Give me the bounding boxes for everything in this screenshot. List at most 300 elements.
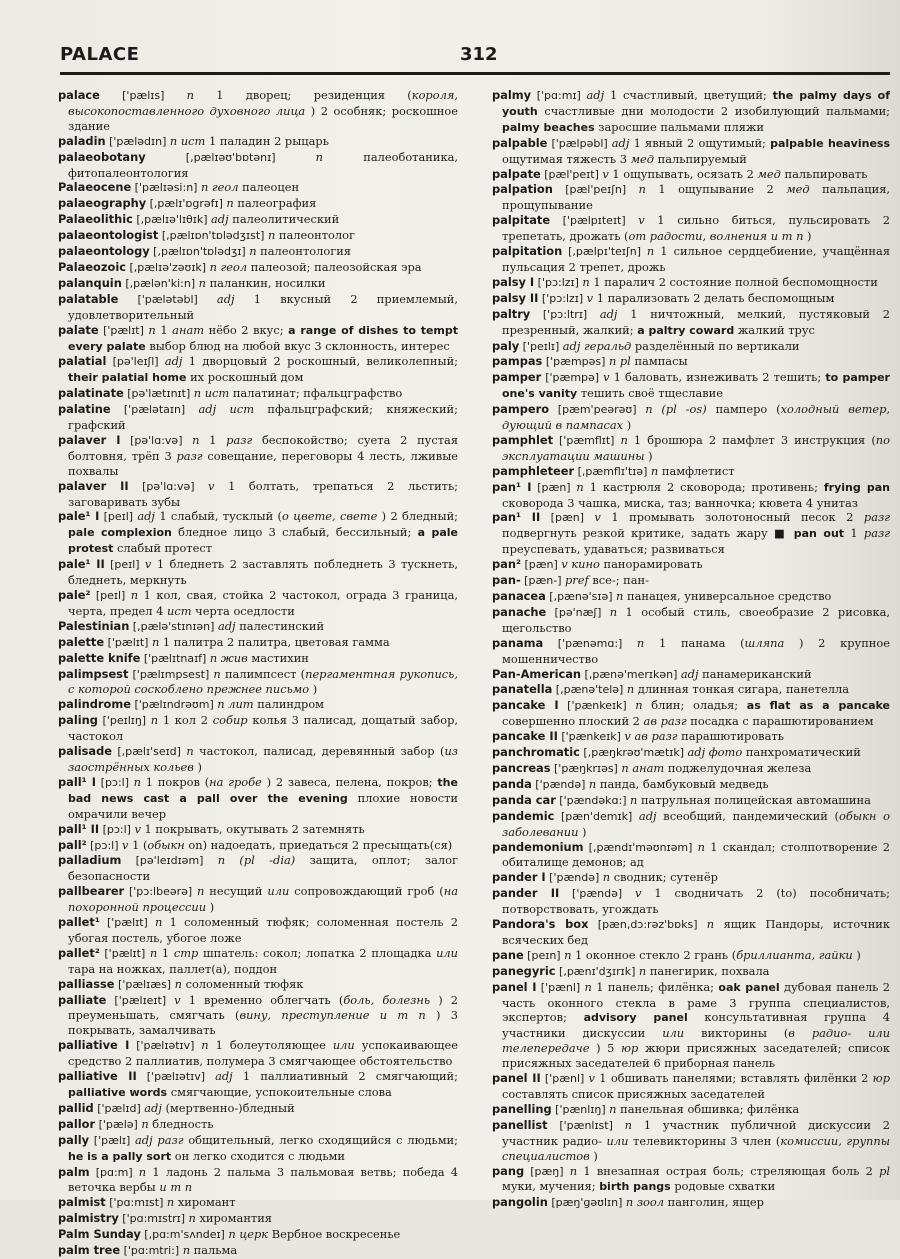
page-number: 312 xyxy=(460,44,498,65)
dictionary-entry xyxy=(58,884,458,915)
definition-text: ) xyxy=(626,418,632,433)
grammar-label: n xyxy=(626,682,635,697)
headword: pall¹ I xyxy=(58,774,96,789)
definition-text: 1 промывать золотоносный песок 2 xyxy=(611,510,864,525)
grammar-label: n xyxy=(267,228,276,243)
grammar-label: adj xyxy=(680,666,699,681)
definition-text: панда, бамбуковый медведь xyxy=(599,776,769,791)
definition-text: хиромант xyxy=(177,1195,236,1210)
grammar-label: v xyxy=(638,213,645,228)
headword: pang xyxy=(492,1163,525,1178)
definition-text: защита, оплот; залог безопасности xyxy=(68,853,458,884)
definition-text: сопровождающий гроб ( xyxy=(294,884,444,899)
dictionary-entry xyxy=(58,212,458,228)
definition-text: 1 палитра 2 палитра, цветовая гамма xyxy=(162,634,390,649)
dictionary-entry xyxy=(58,635,458,651)
grammar-label: v xyxy=(602,166,609,181)
definition-text: 1 покрывать, окутывать 2 затемнять xyxy=(144,821,365,836)
headword: palliate xyxy=(58,992,107,1007)
definition-text: парашютировать xyxy=(681,729,784,744)
transcription: ['pælɪt] xyxy=(104,635,152,649)
headword: Palm Sunday xyxy=(58,1227,141,1242)
dictionary-entry xyxy=(58,557,458,588)
transcription: ['pælətaɪn] xyxy=(110,403,199,417)
definition-text: палеоцен xyxy=(242,180,300,195)
definition-text: совершенно плоский 2 xyxy=(502,714,644,729)
example-phrase: to pamper one's vanity xyxy=(502,371,890,401)
dictionary-entry xyxy=(58,1038,458,1069)
transcription: ['pælɪtnaɪf] xyxy=(140,651,210,665)
transcription: [pɔ:l] xyxy=(96,775,134,789)
grammar-label: n xyxy=(582,274,590,289)
transcription: [pæn,dɔ:rəz'bɒks] xyxy=(588,918,707,932)
transcription: [,pælə'stɪnɪən] xyxy=(129,619,218,633)
definition-text: ) xyxy=(582,824,587,839)
definition-text: 1 паллиативный 2 смягчающий; xyxy=(242,1069,458,1084)
example-phrase: a pale protest xyxy=(68,526,458,556)
definition-text: беспокойство; суета 2 пустая болтовня, трёп 3 xyxy=(68,432,459,463)
dictionary-entry xyxy=(492,370,890,402)
transcription: [pɔ:l] xyxy=(86,838,123,852)
grammar-label: adj xyxy=(216,291,235,306)
transcription: ['pænlɪŋ] xyxy=(551,1102,610,1116)
definition-text: 1 панель; филёнка; xyxy=(596,979,719,994)
headword: pancake II xyxy=(492,729,558,744)
transcription: [peɪn] xyxy=(523,948,565,962)
definition-text: панегирик, похвала xyxy=(649,963,770,978)
headword: palliative II xyxy=(58,1069,137,1084)
headword: palate xyxy=(58,322,99,337)
headword: pancake I xyxy=(492,698,559,713)
dictionary-entry xyxy=(58,1211,458,1227)
transcription: ['pælɪs] xyxy=(99,89,187,102)
definition-text: консультативная группа 4 участники дискуссии xyxy=(502,1010,890,1041)
grammar-label: обыкн xyxy=(147,837,185,852)
headword: panelling xyxy=(492,1101,552,1116)
grammar-label: n xyxy=(576,479,584,494)
headword: Palaeozoic xyxy=(58,259,126,274)
running-head-word: PALACE xyxy=(60,44,140,65)
definition-text: совещание, переговоры 4 лесть, лживые похвалы xyxy=(68,448,458,478)
dictionary-entry xyxy=(58,651,458,667)
transcription: [,pælɪ'ɒgrəfɪ] xyxy=(146,197,227,211)
grammar-label: n xyxy=(151,634,160,649)
grammar-label: n жив xyxy=(209,650,248,665)
grammar-label: о цвете, свете xyxy=(281,509,378,524)
transcription: ['pɔ:lbeərə] xyxy=(124,885,197,899)
transcription: [peɪl] xyxy=(90,589,131,602)
definition-text: 1 дворцовый 2 роскошный, великолепный; xyxy=(188,354,459,369)
grammar-label: adj фото xyxy=(687,745,743,760)
grammar-label: ав разг xyxy=(643,714,687,729)
definition-text: черта оседлости xyxy=(195,603,295,618)
definition-text: панамериканский xyxy=(702,666,812,681)
dictionary-entry xyxy=(58,479,458,510)
definition-text: общительный, легко сходящийся с людьми; xyxy=(188,1132,458,1147)
grammar-label: n xyxy=(609,604,618,619)
definition-text: 1 дворец; резиденция ( xyxy=(216,88,412,102)
grammar-label: от радости, волнения и т п xyxy=(628,229,804,244)
definition-text: паланкин, носилки xyxy=(209,275,326,290)
grammar-label: v xyxy=(588,1071,595,1086)
transcription: [pæn] xyxy=(531,480,577,494)
definition-text: палеография xyxy=(237,196,317,211)
definition-text: викторины ( xyxy=(701,1026,789,1041)
grammar-label: adj xyxy=(638,808,657,823)
transcription: ['pændə] xyxy=(559,887,635,901)
definition-text: ) xyxy=(807,229,812,244)
grammar-label: n xyxy=(182,1243,191,1258)
dictionary-entry xyxy=(492,761,890,777)
headword: pallor xyxy=(58,1116,96,1131)
headword: Pan-American xyxy=(492,666,582,681)
grammar-label: n xyxy=(249,244,257,259)
definition-text: ) xyxy=(197,759,202,774)
transcription: ['pɑ:mtri:] xyxy=(120,1244,183,1258)
headword: paling xyxy=(58,713,98,728)
definition-text: 1 болтать, трепаться 2 льстить; заговаривать зубы xyxy=(68,478,459,509)
grammar-label: n xyxy=(138,1164,147,1179)
grammar-label: или xyxy=(436,945,459,960)
headword: palladium xyxy=(58,853,122,868)
transcription: [pæn'demɪk] xyxy=(554,809,639,823)
transcription: [,pɑ:m'sʌndeɪ] xyxy=(140,1228,229,1242)
headword: panegyric xyxy=(492,963,556,978)
grammar-label: n xyxy=(588,776,597,791)
dictionary-entry xyxy=(58,1195,458,1211)
example-phrase: a range of dishes to tempt every palate xyxy=(68,323,459,353)
grammar-label: n xyxy=(148,322,156,337)
headword: Palestinian xyxy=(58,618,130,633)
headword: paltry xyxy=(492,306,531,321)
headword: palatine xyxy=(58,402,111,417)
definition-text: телевикторины 3 член ( xyxy=(633,1133,781,1148)
dictionary-entry xyxy=(58,150,458,181)
grammar-label: n ист xyxy=(193,386,230,401)
grammar-label: n xyxy=(609,1101,617,1116)
grammar-label: n xyxy=(315,149,323,164)
grammar-label: adj ист xyxy=(198,402,255,417)
dictionary-entry xyxy=(492,354,890,370)
dictionary-entry xyxy=(58,1243,458,1259)
dictionary-entry xyxy=(492,636,890,667)
headword: palpate xyxy=(492,166,541,181)
definition-text: посадка с парашютированием xyxy=(690,714,874,729)
grammar-label: n xyxy=(616,589,624,603)
headword: palmistry xyxy=(58,1211,119,1226)
definition-text: он легко сходится с людьми xyxy=(174,1148,345,1163)
grammar-label: n ист xyxy=(169,133,206,148)
definition-text: 1 кол 2 xyxy=(162,713,213,728)
grammar-label: разг xyxy=(863,510,890,525)
grammar-label: n xyxy=(154,915,163,930)
dictionary-entry xyxy=(492,777,890,793)
grammar-label: v xyxy=(174,992,181,1007)
dictionary-entry xyxy=(58,977,458,993)
dictionary-entry xyxy=(58,323,458,355)
definition-text: 1 панама ( xyxy=(658,635,745,650)
dictionary-entry xyxy=(492,433,890,464)
grammar-label: n xyxy=(188,1211,196,1226)
example-phrase: pale complexion xyxy=(68,526,172,540)
definition-text: смягчающие, успокоительные слова xyxy=(170,1085,392,1099)
example-phrase: advisory panel xyxy=(583,1011,688,1025)
grammar-label: на гробе xyxy=(209,774,262,789)
transcription: [,pæmflɪ'tɪə] xyxy=(574,464,651,478)
definition-text: 1 xyxy=(161,945,174,960)
transcription: ['pælɪd] xyxy=(93,1101,145,1115)
dictionary-entry xyxy=(492,964,890,980)
definition-text: 1 ( xyxy=(132,837,148,852)
definition-text: 1 слабый, тусклый ( xyxy=(159,509,282,524)
headword: pander II xyxy=(492,886,560,901)
definition-text: тара на ножках, паллет(а), поддон xyxy=(68,961,278,976)
grammar-label: adj xyxy=(217,618,236,633)
headword: palpable xyxy=(492,135,548,150)
dictionary-entry xyxy=(492,464,890,480)
grammar-label: n геол xyxy=(209,259,248,274)
dictionary-entry xyxy=(492,840,890,871)
definition-text: подвергнуть резкой критике, задать жару ■ xyxy=(502,526,794,541)
grammar-label: adj xyxy=(215,1069,233,1084)
dictionary-entry xyxy=(58,993,458,1039)
transcription: ['pɔ:lzɪ] xyxy=(538,291,587,305)
transcription: [pə'leɪdɪəm] xyxy=(121,854,218,868)
grammar-label: из заострённых кольев xyxy=(68,744,459,774)
transcription: [pə'lɑ:və] xyxy=(120,433,193,447)
definition-text: ) 2 особняк; роскошное здание xyxy=(68,103,459,133)
dictionary-entry xyxy=(492,809,890,840)
example-phrase: frying pan xyxy=(823,480,890,494)
dictionary-entry xyxy=(492,244,890,275)
definition-text: пальпировать xyxy=(784,166,868,181)
definition-text: 1 участник публичной дискуссии 2 участник радио- xyxy=(502,1117,891,1148)
dictionary-entry xyxy=(58,244,458,260)
definition-text: панорамировать xyxy=(603,557,703,572)
transcription: [,pælɪəʊ'bɒtənɪ] xyxy=(145,150,316,164)
headword: palaeontologist xyxy=(58,228,159,243)
headword: pallid xyxy=(58,1100,94,1115)
headword: palm tree xyxy=(58,1243,121,1258)
grammar-label: v xyxy=(134,821,141,836)
transcription: ['peɪlɪŋ] xyxy=(97,714,151,728)
grammar-label: n xyxy=(624,1117,632,1132)
definition-text: 1 паладин 2 рыцарь xyxy=(208,133,329,148)
definition-text: ) 2 завеса, пелена, покров; xyxy=(266,774,438,789)
headword: panacea xyxy=(492,589,546,603)
transcription: ['pænl] xyxy=(540,1072,589,1086)
transcription: ['pændə] xyxy=(545,871,603,885)
definition-text: ) xyxy=(312,682,318,697)
definition-text: панхроматический xyxy=(745,745,861,760)
transcription: ['pælɪmpsest] xyxy=(128,667,214,681)
grammar-label: стр xyxy=(173,945,199,960)
definition-text: несущий xyxy=(209,884,268,899)
grammar-label: v xyxy=(594,510,601,525)
definition-text: ) 2 крупное мошенничество xyxy=(502,635,890,666)
grammar-label: n анат xyxy=(621,760,665,775)
dictionary-entry xyxy=(492,980,890,1071)
definition-text: успокаивающее средство 2 паллиатив, полумера 3 смягчающее обстоятельство xyxy=(68,1038,458,1069)
transcription: [,pænə'telə] xyxy=(552,683,627,697)
dictionary-entry xyxy=(492,557,890,573)
grammar-label: или xyxy=(267,884,290,899)
headword: pamphlet xyxy=(492,432,554,447)
dictionary-entry xyxy=(58,1069,458,1101)
headword: pane xyxy=(492,947,524,962)
headword: Palaeolithic xyxy=(58,212,133,227)
dictionary-entry xyxy=(492,886,890,917)
definition-text: длинная тонкая сигара, панетелла xyxy=(637,682,849,697)
definition-text: 1 счастливый, цветущий; xyxy=(609,88,773,102)
definition-text: Вербное воскресенье xyxy=(271,1227,401,1242)
definition-text: палеозой; палеозойская эра xyxy=(250,259,422,274)
definition-text: пфальцграфский; княжеский; графский xyxy=(68,402,458,433)
transcription: [,pændɪ'məʊnɪəm] xyxy=(583,840,698,854)
dictionary-entry xyxy=(58,915,458,946)
grammar-label: n xyxy=(602,870,611,885)
headword: pally xyxy=(58,1132,90,1147)
headword: pale² xyxy=(58,588,91,602)
headword: panache xyxy=(492,604,547,619)
definition-text: палиндром xyxy=(257,697,325,712)
dictionary-entry xyxy=(58,196,458,212)
dictionary-entry xyxy=(58,292,458,323)
dictionary-entry xyxy=(492,510,890,557)
grammar-label: n xyxy=(192,432,200,447)
grammar-label: n xyxy=(636,635,645,650)
headword: palette xyxy=(58,634,105,649)
grammar-label: adj xyxy=(137,509,155,524)
definition-text: 1 явный 2 ощутимый; xyxy=(633,135,771,150)
grammar-label: n xyxy=(584,979,592,994)
definition-text: блин; оладья; xyxy=(651,698,747,713)
definition-text: on) надоедать, приедаться 2 пресыщать(ся) xyxy=(188,837,453,852)
definition-text: 1 xyxy=(209,432,227,447)
headword: palace xyxy=(58,88,100,102)
grammar-label: или xyxy=(606,1133,629,1148)
transcription: ['pælɪt] xyxy=(99,946,150,960)
grammar-label: n xyxy=(166,1195,175,1210)
transcription: [peɪl] xyxy=(99,510,138,524)
definition-text: жалкий трус xyxy=(737,322,815,337)
dictionary-entry xyxy=(58,134,458,150)
definition-text: бледность xyxy=(152,1116,214,1131)
headword: pan¹ II xyxy=(492,510,541,525)
definition-text: 1 xyxy=(160,322,173,337)
dictionary-entry xyxy=(58,276,458,292)
headword: pamper xyxy=(492,370,542,385)
transcription: [pæŋ'gəʊlɪn] xyxy=(547,1196,626,1210)
headword: pander I xyxy=(492,870,546,885)
headword: pampas xyxy=(492,354,543,369)
headword: palanquin xyxy=(58,275,122,290)
grammar-label: n xyxy=(174,976,182,991)
definition-text: 1 парализовать 2 делать беспомощным xyxy=(596,290,835,305)
dictionary-entry xyxy=(492,213,890,244)
headword: pale¹ I xyxy=(58,509,100,524)
dictionary-entry xyxy=(492,402,890,433)
headword: palimpsest xyxy=(58,666,129,681)
definition-text: 1 ощупывать, осязать 2 xyxy=(612,166,758,181)
dictionary-entry xyxy=(58,1117,458,1133)
definition-text: плохие новости омрачили вечер xyxy=(68,790,459,821)
dictionary-entry xyxy=(492,291,890,307)
definition-text: заросшие пальмами пляжи xyxy=(598,119,764,134)
definition-text: выбор блюд на любой вкус 3 склонность, интерес xyxy=(149,338,450,353)
transcription: ['pælɪətɪv] xyxy=(136,1070,216,1084)
grammar-label: v xyxy=(208,478,215,493)
grammar-label: adj xyxy=(211,212,229,227)
transcription: [pɑ:m] xyxy=(89,1165,139,1179)
definition-text: составлять список присяжных заседателей xyxy=(502,1087,765,1101)
definition-text: палеонтолог xyxy=(278,228,355,243)
dictionary-entry xyxy=(492,167,890,183)
headword: paly xyxy=(492,338,520,353)
transcription: [,pæŋkrəʊ'mætɪk] xyxy=(579,746,688,760)
dictionary-entry xyxy=(492,793,890,809)
headword: palmy xyxy=(492,88,532,102)
example-phrase: palmy beaches xyxy=(502,120,595,134)
transcription: ['peɪlɪ] xyxy=(519,339,563,353)
headword: palpitate xyxy=(492,213,551,228)
definition-text: палеолитический xyxy=(232,212,340,227)
headword: palette knife xyxy=(58,650,141,665)
transcription: [pæl'peɪʃn] xyxy=(552,183,639,197)
headword: palpitation xyxy=(492,244,563,259)
headword: pamphleteer xyxy=(492,463,575,478)
definition-text: ящик Пандоры, источник всяческих бед xyxy=(502,917,891,947)
grammar-label: adj xyxy=(164,354,183,369)
page-header xyxy=(60,44,860,74)
grammar-label: мед xyxy=(630,151,654,166)
definition-text: палестинский xyxy=(239,618,325,633)
grammar-label: на похоронной процессии xyxy=(68,884,458,915)
transcription: ['pælɪeɪt] xyxy=(106,993,175,1007)
headword: palaeontology xyxy=(58,244,150,259)
headword: pallbearer xyxy=(58,884,125,899)
grammar-label: n xyxy=(697,839,705,854)
dictionary-entry xyxy=(58,619,458,635)
headword: palaeography xyxy=(58,196,147,211)
definition-text: 1 ничтожный, мелкий, пустяковый 2 презренный, жалкий; xyxy=(502,306,891,337)
definition-text: сковорода 3 чашка, миска, таз; ванночка; кювета 4 унитаз xyxy=(502,495,858,510)
grammar-label: adj разг xyxy=(135,1132,184,1147)
grammar-label: или xyxy=(332,1038,355,1053)
definition-text: панельная обшивка; филёнка xyxy=(620,1101,800,1116)
headword: panel I xyxy=(492,979,537,994)
transcription: ['pændəkɑ:] xyxy=(555,793,630,807)
dictionary-entry xyxy=(492,605,890,636)
headword: palm xyxy=(58,1164,90,1179)
definition-text: панацея, универсальное средство xyxy=(627,589,832,603)
grammar-label: n xyxy=(133,774,142,789)
transcription: ['pændə] xyxy=(531,777,589,791)
grammar-label: n xyxy=(198,275,206,290)
headword: Palaeocene xyxy=(58,180,132,195)
transcription: [pə'lɑ:və] xyxy=(128,479,208,493)
definition-text: 1 покров ( xyxy=(145,774,210,789)
headword: paladin xyxy=(58,133,106,148)
definition-text: их роскошный дом xyxy=(190,370,304,385)
grammar-label: n xyxy=(130,588,139,602)
headword: panda xyxy=(492,776,532,791)
definition-text: памфлетист xyxy=(661,463,735,478)
headword: pandemonium xyxy=(492,839,584,854)
definition-text: 1 кастрюля 2 сковорода; противень; xyxy=(589,479,824,494)
grammar-label: n (pl -os) xyxy=(645,402,707,417)
definition-text: 1 временно облегчать ( xyxy=(188,992,344,1007)
